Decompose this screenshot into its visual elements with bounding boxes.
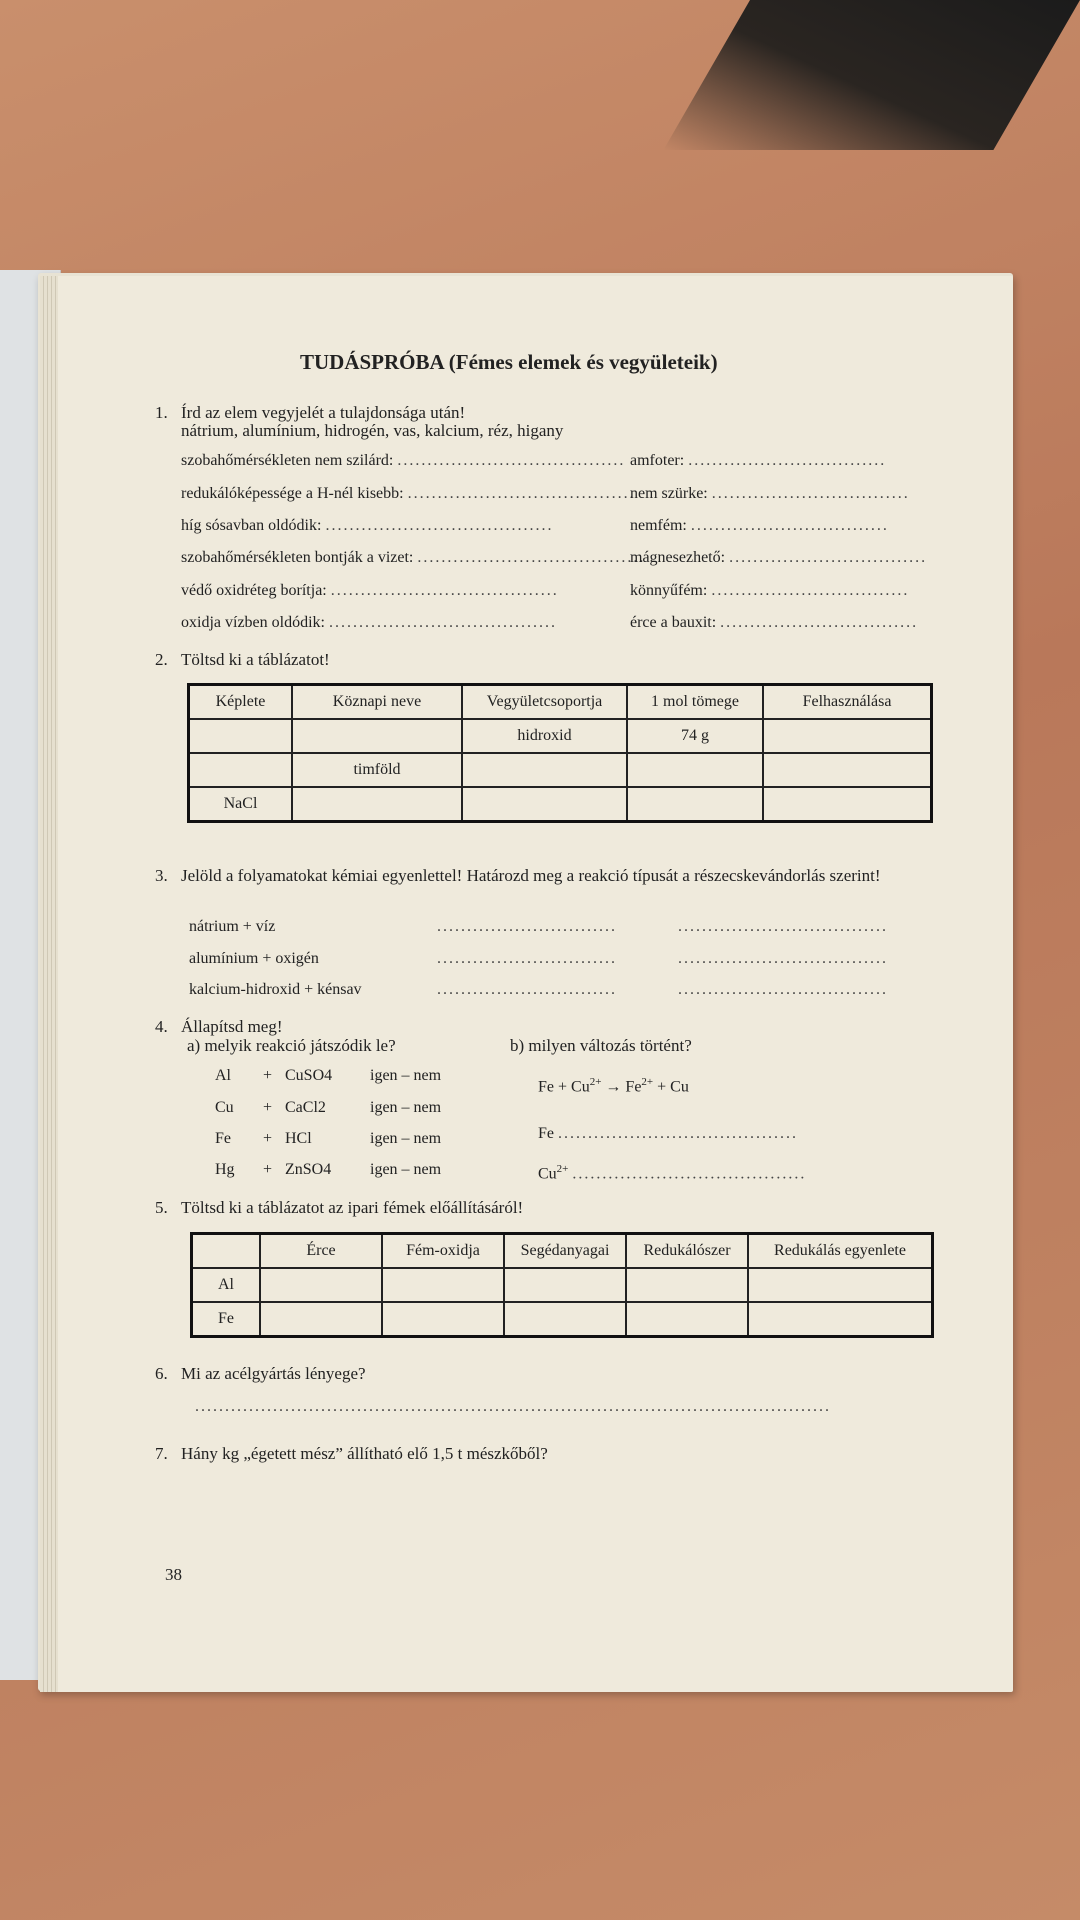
reaction-salt: HCl — [285, 1130, 312, 1147]
yes-no-choice[interactable]: igen – nem — [370, 1130, 442, 1147]
table-cell[interactable] — [504, 1302, 626, 1337]
equation-answer-line[interactable]: .............................. — [437, 950, 617, 967]
fe-answer-line[interactable]: Fe ........................................ — [538, 1125, 798, 1142]
property-label: szobahőmérsékleten bontják a vizet: — [181, 549, 414, 566]
property-line-right[interactable]: érce a bauxit: ................................. — [630, 614, 919, 631]
table-header: Felhasználása — [763, 685, 932, 720]
property-line-right[interactable]: nemfém: ................................. — [630, 517, 889, 534]
table-cell[interactable] — [504, 1268, 626, 1302]
question-4b: b) milyen változás történt? — [510, 1036, 692, 1055]
table-cell[interactable] — [626, 1268, 748, 1302]
table-cell[interactable] — [260, 1268, 382, 1302]
table-header: Képlete — [189, 685, 293, 720]
reaction-metal: Cu — [215, 1099, 234, 1116]
table-cell[interactable] — [763, 753, 932, 787]
page-edges — [40, 276, 58, 1692]
table-header: Érce — [260, 1234, 382, 1269]
table-cell[interactable] — [627, 787, 763, 822]
page-number: 38 — [165, 1565, 182, 1584]
property-line-left[interactable]: szobahőmérsékleten nem szilárd: ...................................... — [181, 452, 626, 469]
reaction-plus: + — [263, 1067, 273, 1084]
property-line-left[interactable]: védő oxidréteg borítja: ...................................... — [181, 582, 559, 599]
table-cell[interactable] — [627, 753, 763, 787]
property-label: híg sósavban oldódik: — [181, 517, 322, 534]
property-line-right[interactable]: amfoter: ................................. — [630, 452, 887, 469]
element-list: nátrium, alumínium, hidrogén, vas, kalcium, réz, higany — [181, 421, 564, 440]
reaction-item: nátrium + víz — [189, 918, 276, 935]
table-header-row — [189, 685, 932, 720]
table-cell[interactable] — [189, 753, 293, 787]
reaction-salt: CuSO4 — [285, 1067, 333, 1084]
property-label: nemfém: — [630, 517, 687, 534]
table-header: Vegyületcsoportja — [462, 685, 627, 720]
table-cell[interactable] — [260, 1302, 382, 1337]
background-object — [663, 0, 1080, 150]
property-label: redukálóképessége a H-nél kisebb: — [181, 485, 404, 502]
property-line-left[interactable]: redukálóképessége a H-nél kisebb: ...................................... — [181, 485, 636, 502]
equation-answer-line[interactable]: .............................. — [437, 981, 617, 998]
table-cell: Fe — [192, 1302, 261, 1337]
property-label: nem szürke: — [630, 485, 708, 502]
metal-production-table — [190, 1232, 934, 1338]
question-3: 3. Jelöld a folyamatokat kémiai egyenlettel! Határozd meg a reakció típusát a részecskevándorlás szerint! — [155, 866, 881, 885]
yes-no-choice[interactable]: igen – nem — [370, 1161, 442, 1178]
property-label: mágnesezhető: — [630, 549, 726, 566]
question-2: 2. Töltsd ki a táblázatot! — [155, 650, 330, 669]
type-answer-line[interactable]: ................................... — [678, 950, 888, 967]
reaction-plus: + — [263, 1130, 273, 1147]
property-label: amfoter: — [630, 452, 685, 469]
reaction-metal: Fe — [215, 1130, 231, 1147]
table-cell[interactable] — [189, 719, 293, 753]
redox-equation: $Fe + Cu^{2+} \to Fe^{2+} + Cu$ — [538, 1076, 689, 1096]
table-row — [189, 787, 932, 822]
table-cell[interactable]: hidroxid — [462, 719, 627, 753]
table-cell: Al — [192, 1268, 261, 1302]
property-line-left[interactable]: híg sósavban oldódik: ...................................... — [181, 517, 554, 534]
property-label: szobahőmérsékleten nem szilárd: — [181, 452, 394, 469]
table-header — [192, 1234, 261, 1269]
compound-table — [187, 683, 933, 823]
property-line-right[interactable]: nem szürke: ................................. — [630, 485, 910, 502]
table-header: Segédanyagai — [504, 1234, 626, 1269]
table-cell[interactable]: NaCl — [189, 787, 293, 822]
question-4: 4. Állapítsd meg! — [155, 1017, 283, 1036]
reaction-item: alumínium + oxigén — [189, 950, 319, 967]
table-header: Köznapi neve — [292, 685, 462, 720]
reaction-metal: Hg — [215, 1161, 235, 1178]
reaction-salt: ZnSO4 — [285, 1161, 332, 1178]
question-4a: a) melyik reakció játszódik le? — [187, 1036, 396, 1055]
table-header: Redukálószer — [626, 1234, 748, 1269]
yes-no-choice[interactable]: igen – nem — [370, 1099, 442, 1116]
table-cell[interactable]: 74 g — [627, 719, 763, 753]
question-7: 7. Hány kg „égetett mész” állítható elő 1,5 t mészkőből? — [155, 1444, 548, 1463]
property-line-left[interactable]: szobahőmérsékleten bontják a vizet: ...................................... — [181, 549, 646, 566]
table-cell[interactable]: timföld — [292, 753, 462, 787]
property-label: könnyűfém: — [630, 582, 708, 599]
table-header: Redukálás egyenlete — [748, 1234, 933, 1269]
reaction-plus: + — [263, 1161, 273, 1178]
table-cell[interactable] — [748, 1268, 933, 1302]
yes-no-choice[interactable]: igen – nem — [370, 1067, 442, 1084]
table-cell[interactable] — [763, 719, 932, 753]
table-row — [192, 1302, 933, 1337]
type-answer-line[interactable]: ................................... — [678, 918, 888, 935]
question-5: 5. Töltsd ki a táblázatot az ipari fémek előállításáról! — [155, 1198, 524, 1217]
property-label: oxidja vízben oldódik: — [181, 614, 325, 631]
property-line-right[interactable]: könnyűfém: ................................. — [630, 582, 910, 599]
page-title: TUDÁSPRÓBA (Fémes elemek és vegyületeik) — [300, 350, 718, 374]
property-line-left[interactable]: oxidja vízben oldódik: ...................................... — [181, 614, 557, 631]
table-cell[interactable] — [382, 1302, 504, 1337]
table-cell[interactable] — [626, 1302, 748, 1337]
table-cell[interactable] — [292, 787, 462, 822]
reaction-item: kalcium-hidroxid + kénsav — [189, 981, 362, 998]
table-cell[interactable] — [462, 753, 627, 787]
reaction-metal: Al — [215, 1067, 231, 1084]
equation-answer-line[interactable]: .............................. — [437, 918, 617, 935]
reaction-plus: + — [263, 1099, 273, 1116]
table-row — [189, 719, 932, 753]
question-1: 1. Írd az elem vegyjelét a tulajdonsága után! — [155, 403, 466, 422]
table-cell[interactable] — [292, 719, 462, 753]
question-6: 6. Mi az acélgyártás lényege? — [155, 1364, 366, 1383]
cu-answer-line[interactable]: $Cu^{2+}$ ....................................... — [538, 1163, 807, 1183]
q6-answer-line[interactable]: .......................................................................................................... — [195, 1398, 831, 1415]
table-row — [192, 1268, 933, 1302]
table-header: 1 mol tömege — [627, 685, 763, 720]
table-row — [189, 753, 932, 787]
reaction-salt: CaCl2 — [285, 1099, 326, 1116]
property-label: érce a bauxit: — [630, 614, 717, 631]
table-cell[interactable] — [382, 1268, 504, 1302]
table-header: Fém-oxidja — [382, 1234, 504, 1269]
type-answer-line[interactable]: ................................... — [678, 981, 888, 998]
property-label: védő oxidréteg borítja: — [181, 582, 327, 599]
table-cell[interactable] — [763, 787, 932, 822]
table-cell[interactable] — [462, 787, 627, 822]
table-header-row — [192, 1234, 933, 1269]
table-cell[interactable] — [748, 1302, 933, 1337]
property-line-right[interactable]: mágnesezhető: ................................. — [630, 549, 928, 566]
